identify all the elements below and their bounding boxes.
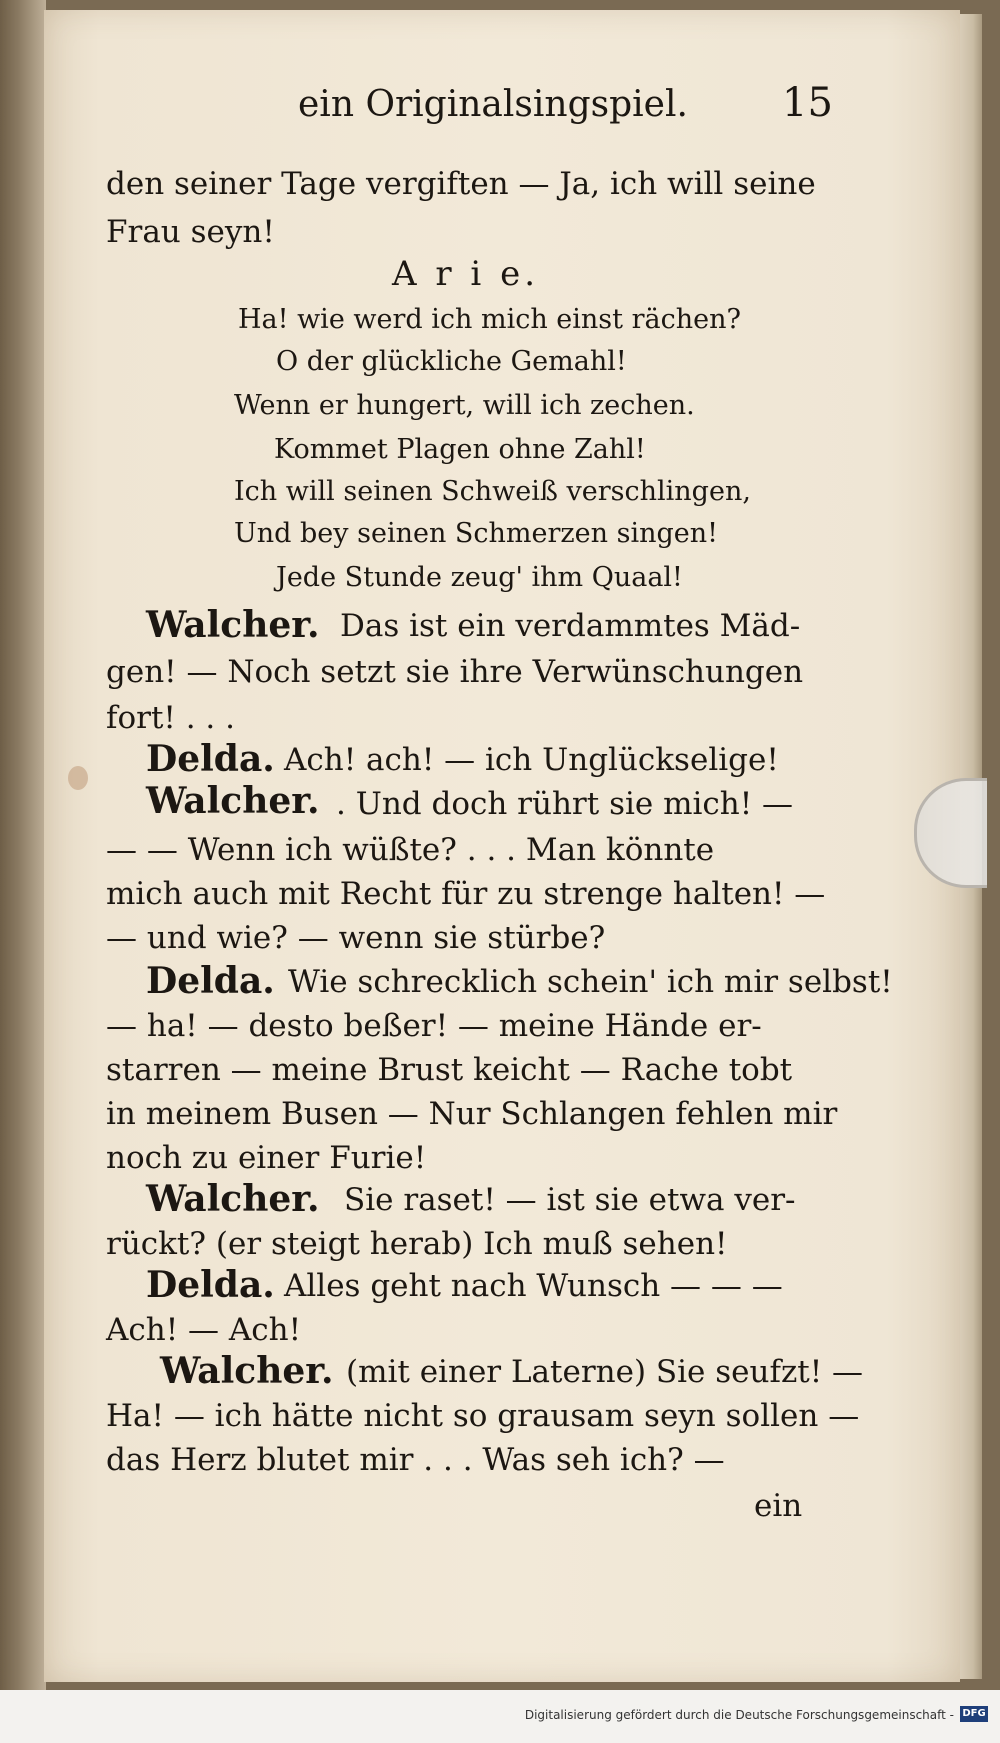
- catchword: ein: [754, 1488, 803, 1524]
- aria-line: Ich will seinen Schweiß verschlingen,: [234, 476, 751, 507]
- text-line: — und wie? — wenn sie stürbe?: [106, 920, 606, 956]
- digitization-credit: Digitalisierung gefördert durch die Deutsche Forschungsgemeinschaft -: [524, 1708, 954, 1722]
- text-line: noch zu einer Furie!: [106, 1140, 427, 1176]
- aria-line: Jede Stunde zeug' ihm Quaal!: [276, 562, 683, 593]
- text-line: das Herz blutet mir . . . Was seh ich? —: [106, 1442, 725, 1478]
- text-line: den seiner Tage vergiften — Ja, ich will seine: [106, 166, 816, 202]
- aria-line: O der glückliche Gemahl!: [276, 346, 627, 377]
- footer-bar: [0, 1690, 1000, 1743]
- text-line: in meinem Busen — Nur Schlangen fehlen mir: [106, 1096, 838, 1132]
- aria-line: Ha! wie werd ich mich einst rächen?: [238, 304, 741, 335]
- text-line: . Und doch rührt sie mich! —: [336, 786, 794, 822]
- speaker-name: Walcher.: [146, 780, 320, 822]
- speaker-name: Walcher.: [146, 1178, 320, 1220]
- aria-line: Und bey seinen Schmerzen singen!: [234, 518, 718, 549]
- text-line: Das ist ein verdammtes Mäd-: [340, 608, 801, 644]
- text-line: Ha! — ich hätte nicht so grausam seyn sollen —: [106, 1398, 860, 1434]
- speaker-name: Delda.: [146, 738, 275, 780]
- text-line: Frau seyn!: [106, 214, 275, 250]
- aria-heading: A r i e.: [392, 254, 540, 294]
- running-head-title: ein Originalsingspiel.: [298, 84, 688, 125]
- text-line: — ha! — desto beßer! — meine Hände er-: [106, 1008, 762, 1044]
- text-line: mich auch mit Recht für zu strenge halten! —: [106, 876, 826, 912]
- text-line: Alles geht nach Wunsch — — —: [284, 1268, 783, 1304]
- text-line: Ach! ach! — ich Unglückselige!: [284, 742, 779, 778]
- text-line: — — Wenn ich wüßte? . . . Man könnte: [106, 832, 715, 868]
- text-line: fort! . . .: [106, 700, 235, 736]
- book-spine: [0, 0, 46, 1690]
- text-line: starren — meine Brust keicht — Rache tobt: [106, 1052, 793, 1088]
- aria-line: Kommet Plagen ohne Zahl!: [274, 434, 646, 465]
- aria-line: Wenn er hungert, will ich zechen.: [234, 390, 695, 421]
- text-line: Sie raset! — ist sie etwa ver-: [344, 1182, 796, 1218]
- page-number: 15: [782, 80, 833, 126]
- speaker-name: Delda.: [146, 1264, 275, 1306]
- text-line: rückt? (er steigt herab) Ich muß sehen!: [106, 1226, 728, 1262]
- text-line: gen! — Noch setzt sie ihre Verwünschungen: [106, 654, 804, 690]
- paper-stain: [68, 766, 88, 790]
- speaker-name: Walcher.: [146, 604, 320, 646]
- dfg-logo: DFG: [960, 1706, 988, 1722]
- speaker-name: Walcher.: [160, 1350, 334, 1392]
- text-line: (mit einer Laterne) Sie seufzt! —: [346, 1354, 864, 1390]
- text-line: Ach! — Ach!: [106, 1312, 302, 1348]
- speaker-name: Delda.: [146, 960, 275, 1002]
- text-line: Wie schrecklich schein' ich mir selbst!: [288, 964, 893, 1000]
